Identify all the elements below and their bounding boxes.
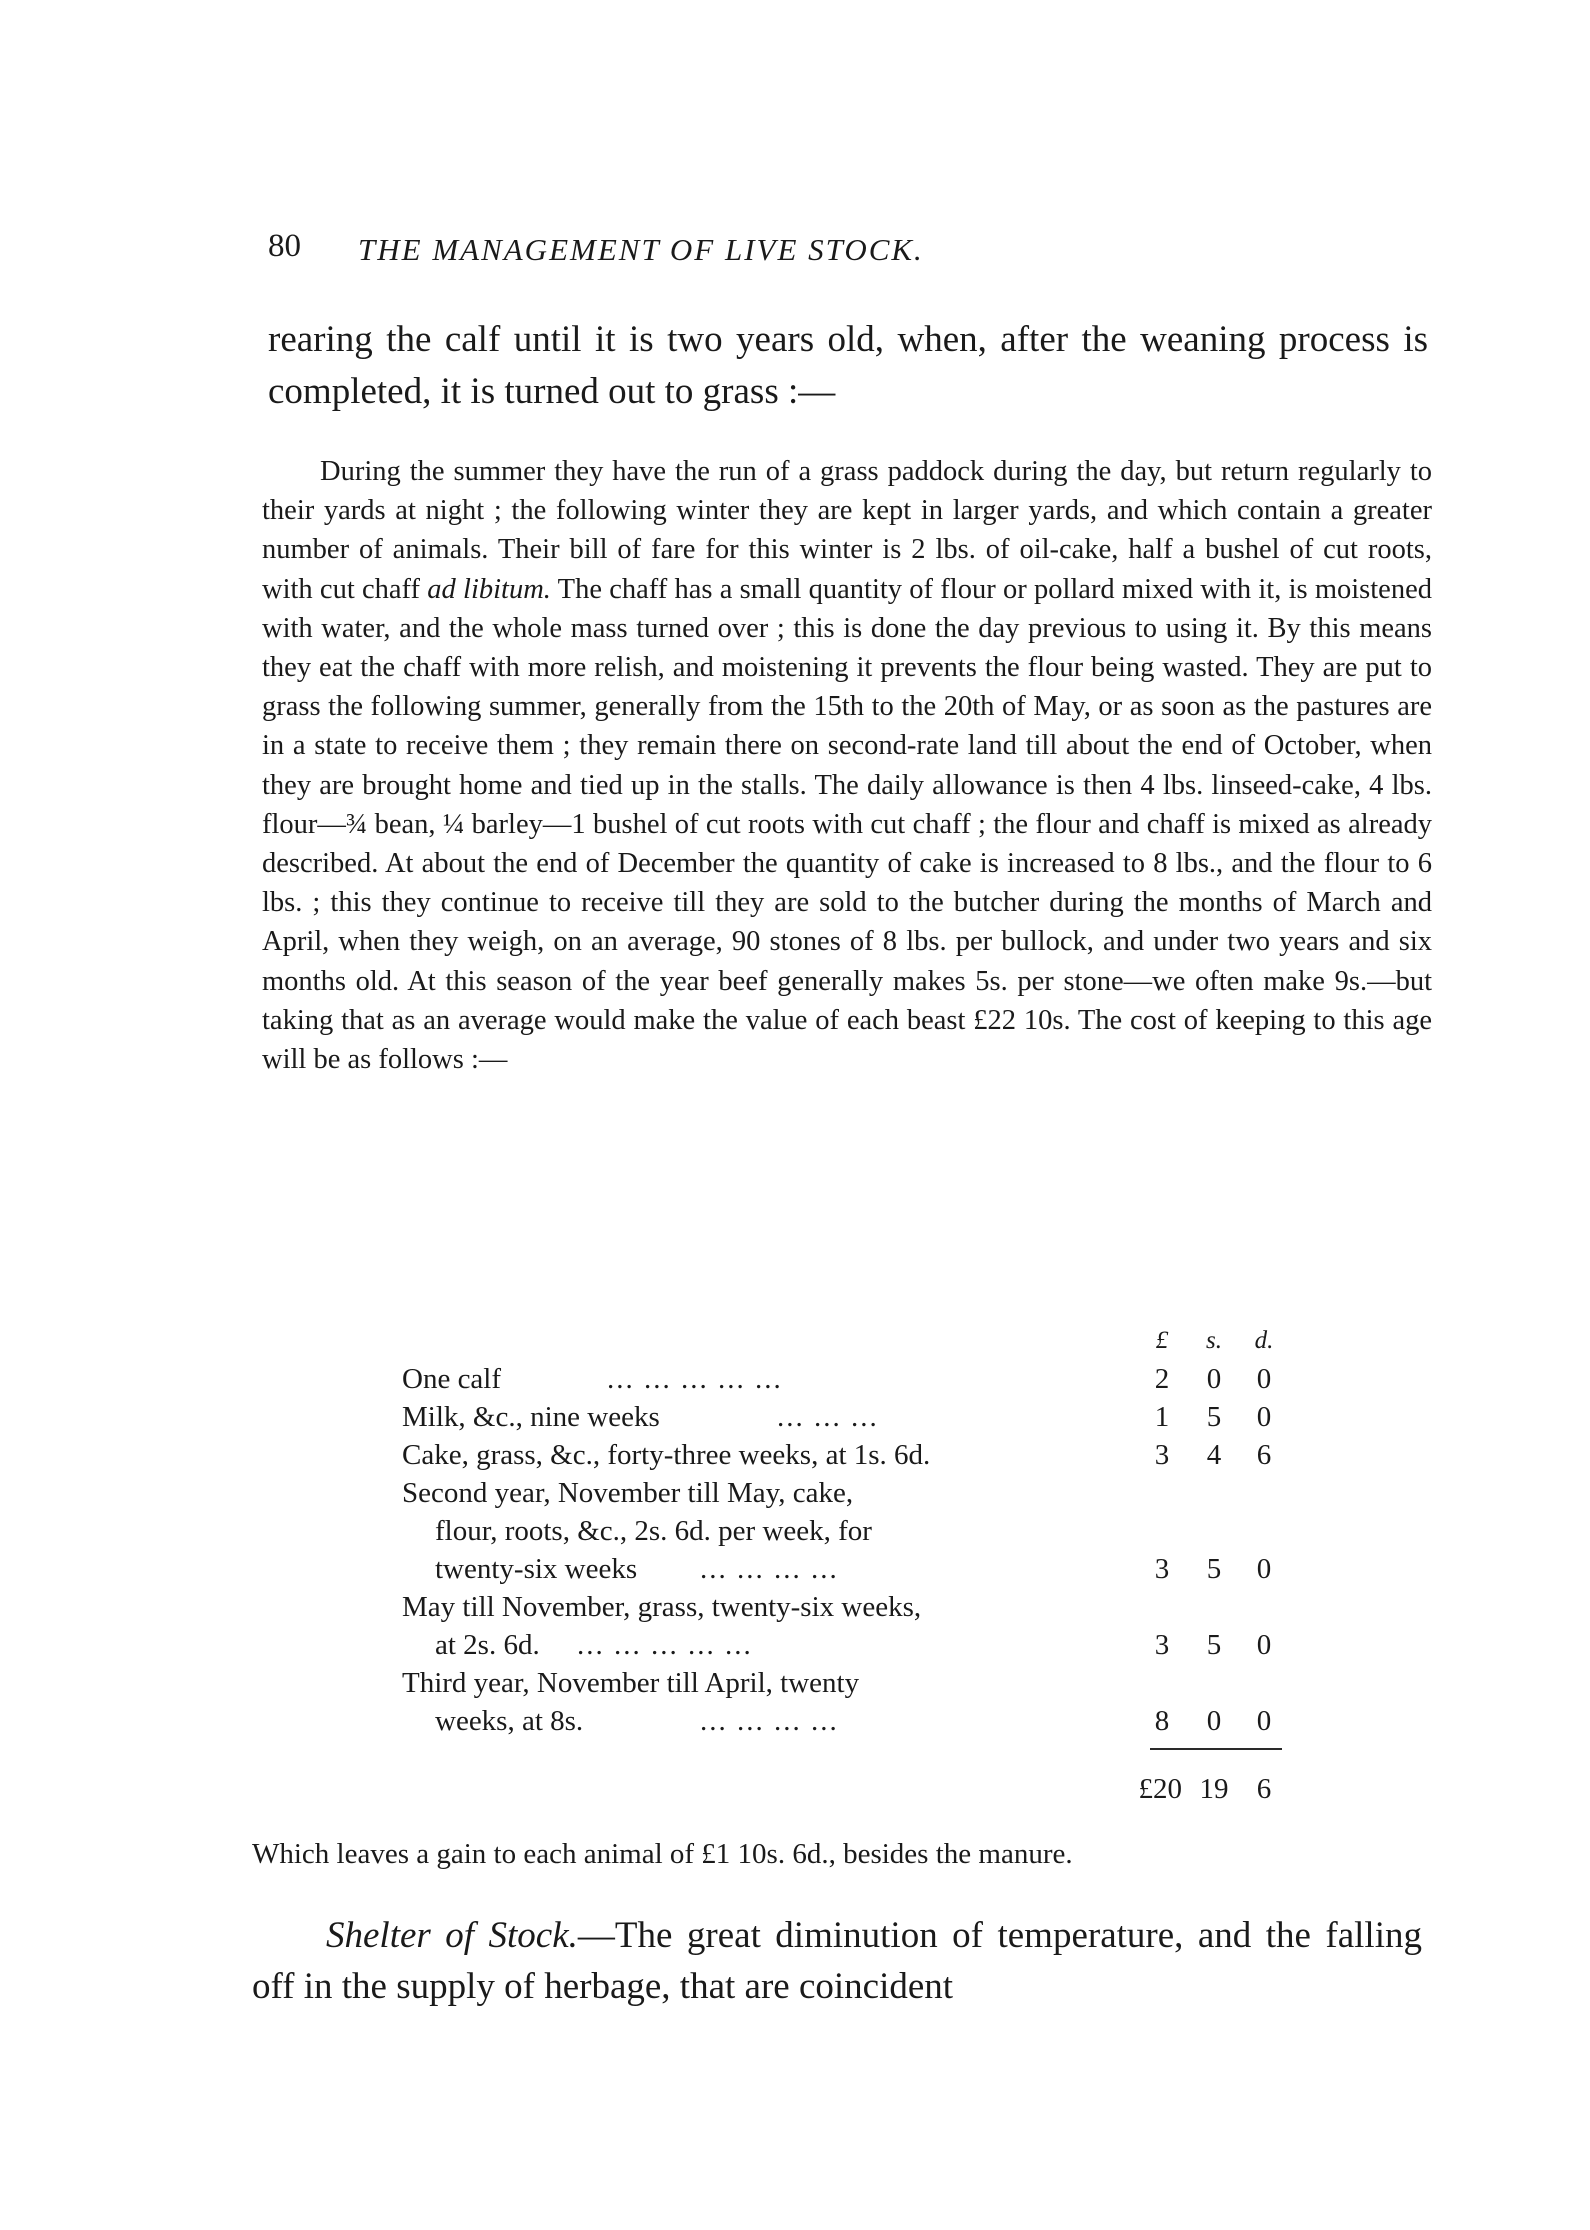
lead-paragraph: rearing the calf until it is two years old, when, after the weaning process is completed, it is turned out to grass :—	[268, 319, 1428, 412]
row-label-line: twenty-six weeks	[435, 1553, 638, 1585]
row-pounds: 3	[1154, 1439, 1170, 1471]
row-pounds: 8	[1154, 1705, 1170, 1737]
next-paragraph-text: —The great diminution of temperature, and the falling off in the supply of herbage, that are coincident	[252, 1915, 1422, 2007]
row-label-line: Second year, November till May, cake,	[402, 1477, 854, 1509]
row-pence: 0	[1256, 1629, 1272, 1661]
next-paragraph	[252, 1910, 1422, 2012]
quote-italic-phrase: ad libitum.	[427, 573, 551, 605]
row-shillings: 0	[1206, 1705, 1222, 1737]
header-pence: d.	[1254, 1327, 1274, 1354]
table-row	[402, 1664, 1284, 1702]
running-title: THE MANAGEMENT OF LIVE STOCK.	[358, 232, 924, 267]
header-shillings: s.	[1206, 1327, 1222, 1354]
table-row-continued	[402, 1512, 1284, 1550]
row-label-line: weeks, at 8s.	[435, 1705, 584, 1737]
table-row-continued	[402, 1702, 1284, 1740]
row-label-line: Third year, November till April, twenty	[402, 1667, 860, 1699]
leader-dots: ... ... ...	[777, 1401, 879, 1433]
total-shillings: 19	[1199, 1773, 1229, 1805]
row-pence: 0	[1256, 1401, 1272, 1433]
row-pence: 0	[1256, 1363, 1272, 1395]
leader-dots: ... ... ... ...	[700, 1553, 839, 1585]
page-number: 80	[268, 228, 301, 264]
row-shillings: 4	[1206, 1439, 1222, 1471]
table-row	[402, 1474, 1284, 1512]
table-row	[402, 1360, 1284, 1398]
row-label-line: at 2s. 6d.	[435, 1629, 540, 1661]
row-pence: 6	[1256, 1439, 1272, 1471]
total-pence: 6	[1256, 1773, 1272, 1805]
row-shillings: 0	[1206, 1363, 1222, 1395]
row-label-line: May till November, grass, twenty-six weeks,	[402, 1591, 922, 1623]
gain-line: Which leaves a gain to each animal of £1 10s. 6d., besides the manure.	[252, 1838, 1073, 1870]
sum-rule	[1150, 1748, 1282, 1750]
row-label: One calf	[402, 1363, 502, 1395]
row-shillings: 5	[1206, 1401, 1222, 1433]
table-row-continued	[402, 1550, 1284, 1588]
section-heading: Shelter of Stock.	[326, 1915, 578, 1956]
quoted-passage	[262, 452, 1432, 1079]
table-row-continued	[402, 1626, 1284, 1664]
table-row	[402, 1436, 1284, 1474]
quote-text-part2: The chaff has a small quantity of flour or pollard mixed with it, is moistened with water, and the whole mass turned over ; this is done the day previous to using it. By this means they eat the chaff with more relish, and moistening it prevents the flour being wasted. They are put to grass the following summer, generally from the 15th to the 20th of May, or as soon as the pastures are in a state to receive them ; they remain there on second-rate land till about the end of October, when they are brought home and tied up in the stalls. The daily allowance is then 4 lbs. linseed-cake, 4 lbs. flour—¾ bean, ¼ barley—1 bushel of cut roots with cut chaff ; the flour and chaff is mixed as already described. At about the end of December the quantity of cake is increased to 8 lbs., and the flour to 6 lbs. ; this they continue to receive till they are sold to the butcher during the months of March and April, when they weigh, on an average, 90 stones of 8 lbs. per bullock, and under two years and six months old. At this season of the year beef generally makes 5s. per stone—we often make 9s.—but taking that as an average would make the value of each beast £22 10s. The cost of keeping to this age will be as follows :—	[262, 573, 1432, 1076]
row-pounds: 3	[1154, 1629, 1170, 1661]
leader-dots: ... ... ... ... ...	[607, 1363, 783, 1395]
row-shillings: 5	[1206, 1629, 1222, 1661]
row-shillings: 5	[1206, 1553, 1222, 1585]
row-pounds: 3	[1154, 1553, 1170, 1585]
row-label-line: flour, roots, &c., 2s. 6d. per week, for	[435, 1515, 872, 1547]
row-pounds: 2	[1154, 1363, 1170, 1395]
leader-dots: ... ... ... ...	[700, 1705, 839, 1737]
total-pounds: £20	[1138, 1773, 1182, 1805]
quote-text-part1: During the summer they have the run of a grass paddock during the day, but return regularly to their yards at night ; the following winter they are kept in larger yards, and which contain a greater number of animals. Their bill of fare for this winter is 2 lbs. of oil-cake, half a bushel of cut roots, with cut chaff	[262, 456, 1432, 605]
total-row	[402, 1770, 1284, 1808]
cost-table	[402, 1322, 1284, 1808]
header-pounds: £	[1155, 1327, 1169, 1354]
row-pence: 0	[1256, 1705, 1272, 1737]
row-label: Cake, grass, &c., forty-three weeks, at 1s. 6d.	[402, 1439, 931, 1471]
leader-dots: ... ... ... ... ...	[577, 1629, 753, 1661]
row-pounds: 1	[1154, 1401, 1170, 1433]
running-head	[268, 228, 1418, 278]
table-row	[402, 1588, 1284, 1626]
row-pence: 0	[1256, 1553, 1272, 1585]
table-row	[402, 1398, 1284, 1436]
row-label: Milk, &c., nine weeks	[402, 1401, 660, 1433]
cost-table-header	[402, 1322, 1284, 1360]
